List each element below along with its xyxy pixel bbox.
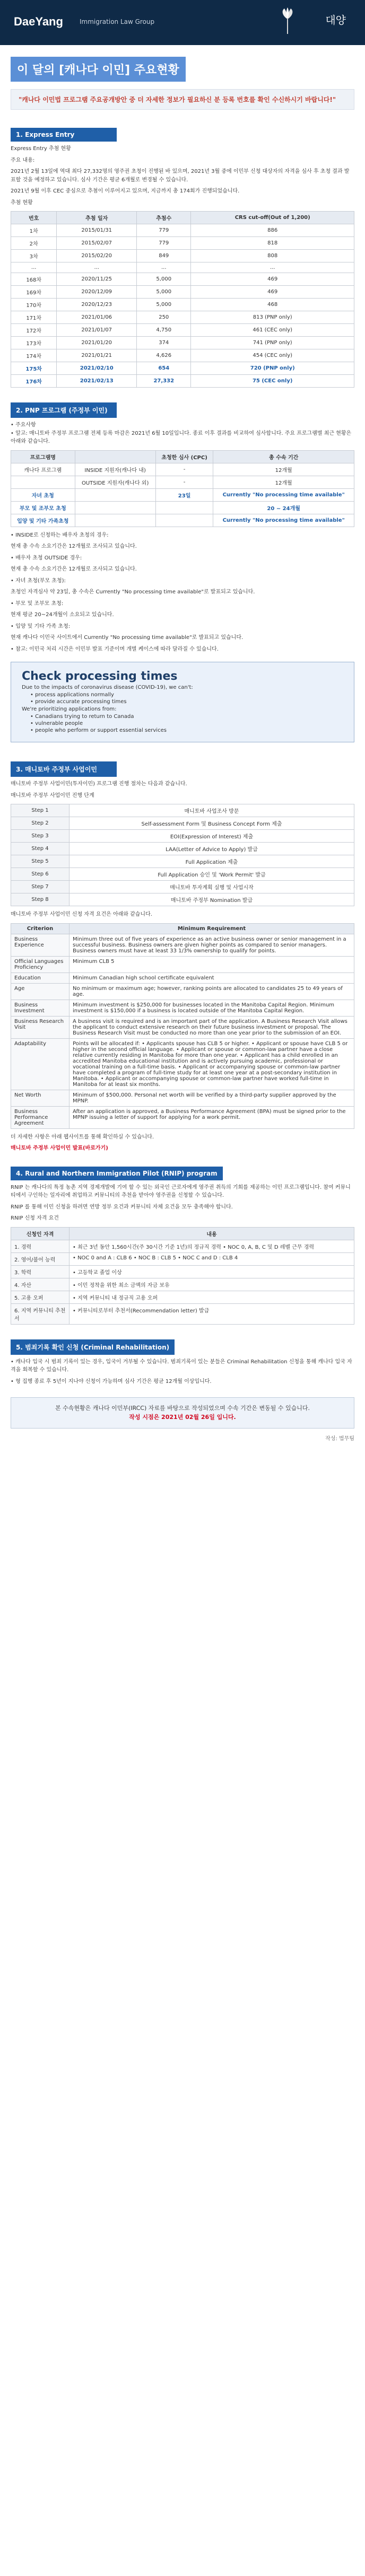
- list-item: • people who perform or support essential services: [30, 728, 167, 733]
- covid-priority-list: [22, 714, 343, 733]
- section-subtitle: Express Entry 추첨 현황: [11, 146, 71, 152]
- table-cell: 12개월: [213, 476, 354, 488]
- table-cell: 779: [137, 237, 191, 250]
- table-cell: ...: [191, 262, 354, 273]
- table-cell: 자녀 초청: [11, 488, 75, 501]
- paragraph: 2021년 9월 이후 CEC 중심으로 추첨이 이루어지고 있으며, 지금까지 총 174회가 진행되었습니다.: [11, 188, 240, 194]
- brand-subtitle: Immigration Law Group: [80, 18, 155, 25]
- label: 주요 내용:: [11, 157, 35, 163]
- table-cell: Points will be allocated if: • Applicants spouse has CLB 5 or higher. • Applicant or spouse have CLB 5 or higher in the second official language. • Applicant or spouse or common-law partner have a close relative currently residing in Manitoba for more than one year. • Applicant has a child enrolled in an accredited Manitoba educational institution and is actively pursuing academic, professional or vocational training on a full-time basis. • Applicant or accompanying spouse or common-law partner have completed a program of full-time study for at least one year at a post-secondary institution in Manitoba. • Applicant or accompanying spouse or common-law partner have worked full-time in Manitoba for at least six months.: [69, 1038, 354, 1090]
- bullet-item: 현재 평균 20~24개월이 소요되고 있습니다.: [11, 612, 114, 618]
- table-cell: 2015/02/20: [57, 250, 137, 262]
- table-cell: [155, 514, 213, 527]
- table-cell: 3. 학력: [11, 1265, 69, 1278]
- list-item: • Canadians trying to return to Canada: [30, 714, 134, 720]
- requirements-table: [11, 923, 354, 1129]
- table-cell: 5,000: [137, 286, 191, 299]
- table-row: [11, 362, 354, 375]
- table-cell: 849: [137, 250, 191, 262]
- table-cell: 매니토바 투자계획 실행 및 사업시작: [69, 881, 354, 893]
- column-header: 내용: [69, 1227, 354, 1240]
- table-cell: [75, 488, 155, 501]
- table-row: [11, 1016, 354, 1038]
- bullet-list: [11, 531, 354, 654]
- steps-table: [11, 804, 354, 906]
- section-manitoba: [11, 751, 354, 1153]
- table-cell: Adaptability: [11, 1038, 69, 1090]
- table-row: [11, 273, 354, 286]
- table-row: [11, 1000, 354, 1016]
- table-cell: ...: [57, 262, 137, 273]
- table-cell: 5,000: [137, 273, 191, 286]
- table-row: [11, 983, 354, 1000]
- column-header: 신청인 자격: [11, 1227, 69, 1240]
- table-cell: 1차: [11, 224, 57, 237]
- family-table: [11, 450, 354, 527]
- table-cell: [75, 514, 155, 527]
- table-cell: • NOC 0 and A : CLB 6 • NOC B : CLB 5 • NOC C and D : CLB 4: [69, 1252, 354, 1265]
- table-cell: 2020/12/09: [57, 286, 137, 299]
- table-cell: 168차: [11, 273, 57, 286]
- table-cell: Full Application 제출: [69, 855, 354, 868]
- notice-box: "캐나다 이민법 프로그램 주요공개방안 중 더 자세한 정보가 필요하신 분 등록 번호를 확인 수신하시기 바랍니다!": [11, 89, 354, 110]
- table-cell: • 고등학교 졸업 이상: [69, 1265, 354, 1278]
- table-cell: 173차: [11, 337, 57, 349]
- table-cell: EOI(Expression of Interest) 제출: [69, 830, 354, 843]
- table-cell: 461 (CEC only): [191, 324, 354, 337]
- table-cell: Minimum three out of five years of experience as an active business owner or senior management in a successful business. Business owners are given higher points as compared to senior managers. Business owners must have at least 33 1/3% ownership to qualify for points.: [69, 934, 354, 956]
- covid-title: Check processing times: [22, 670, 178, 683]
- paragraph: • 캐나다 입국 시 범죄 기록이 있는 경우, 입국이 거부될 수 있습니다. 범죄기록이 있는 분들은 Criminal Rehabilitation 신청을 통해 캐나다 입국 자격을 회복할 수 있습니다.: [11, 1359, 352, 1373]
- table-cell: • 지역 커뮤니티 내 정규직 고용 오퍼: [69, 1291, 354, 1303]
- rnip-table: [11, 1227, 354, 1325]
- table-row: [11, 286, 354, 299]
- table-cell: Business Experience: [11, 934, 69, 956]
- table-cell: Currently "No processing time available": [213, 514, 354, 527]
- table-cell: 250: [137, 311, 191, 324]
- table-row: [11, 1240, 354, 1252]
- table-row: [11, 224, 354, 237]
- covid-subtitle: Due to the impacts of coronavirus disease (COVID-19), we can't:: [22, 685, 193, 690]
- table-cell: • 커뮤니티로부터 추천서(Recommendation letter) 발급: [69, 1303, 354, 1324]
- table-cell: 2차: [11, 237, 57, 250]
- table-caption: RNIP 신청 자격 요건: [11, 1215, 59, 1221]
- covid-priority: We're prioritizing applications from:: [22, 706, 117, 712]
- table-row: [11, 1106, 354, 1128]
- section-title: 4. Rural and Northern Immigration Pilot (RNIP) program: [11, 1167, 223, 1180]
- table-row: [11, 311, 354, 324]
- table-row: [11, 1278, 354, 1291]
- bullet-item: • 부모 및 조부모 초청:: [11, 600, 64, 607]
- table-cell: Minimum Canadian high school certificate equivalent: [69, 972, 354, 983]
- bullet-item: • INSIDE로 신청하는 배우자 초청의 경우:: [11, 532, 109, 538]
- bullet-item: • 참고: 이민국 처리 시간은 이민부 발표 기준이며 개별 케이스에 따라 달라질 수 있습니다.: [11, 646, 219, 652]
- table-cell: OUTSIDE 지원자(캐나다 외): [75, 476, 155, 488]
- table-cell: 454 (CEC only): [191, 349, 354, 362]
- column-header: 초청한 심사 (CPC): [155, 450, 213, 463]
- table-row: [11, 463, 354, 476]
- table-cell: 4,750: [137, 324, 191, 337]
- section-criminal: [11, 1329, 354, 1386]
- table-cell: 4,626: [137, 349, 191, 362]
- table-row: [11, 1303, 354, 1324]
- table-row: [11, 1252, 354, 1265]
- table-cell: 469: [191, 286, 354, 299]
- table-cell: LAA(Letter of Advice to Apply) 발급: [69, 843, 354, 855]
- table-row: [11, 972, 354, 983]
- column-header: [75, 450, 155, 463]
- table-cell: 4. 자산: [11, 1278, 69, 1291]
- table-cell: 2021/01/06: [57, 311, 137, 324]
- table-cell: 2021/01/21: [57, 349, 137, 362]
- table-cell: Age: [11, 983, 69, 1000]
- table-row: [11, 817, 354, 830]
- table-caption: 매니토바 주정부 사업이민 진행 단계: [11, 792, 94, 799]
- table-row: [11, 868, 354, 881]
- link[interactable]: 매니토바 주정부 사업이민 발표(바로가기): [11, 1145, 108, 1151]
- table-cell: 808: [191, 250, 354, 262]
- table-row: [11, 501, 354, 514]
- list-item: • vulnerable people: [30, 721, 83, 726]
- table-row: [11, 1265, 354, 1278]
- table-cell: 813 (PNP only): [191, 311, 354, 324]
- paragraph: • 형 집행 종료 후 5년이 지나야 신청이 가능하며 심사 기간은 평균 12개월 이상입니다.: [11, 1378, 212, 1385]
- table-cell: A business visit is required and is an important part of the application. A Business Research Visit allows the applicant to conduct extensive research on their future business investment or proposal. The Business Research Visit must be conducted no more than one year prior to the submission of an EOI.: [69, 1016, 354, 1038]
- table-row: [11, 804, 354, 817]
- footer-notice: [11, 1397, 354, 1429]
- column-header: 프로그램명: [11, 450, 75, 463]
- table-cell: 75 (CEC only): [191, 375, 354, 388]
- table-cell: 720 (PNP only): [191, 362, 354, 375]
- table-row: [11, 514, 354, 527]
- table-cell: 부모 및 조부모 초청: [11, 501, 75, 514]
- table-cell: 3차: [11, 250, 57, 262]
- table-cell: • 최근 3년 동안 1,560시간(주 30시간 기준 1년)의 정규직 경력 • NOC 0, A, B, C 및 D 레벨 근무 경력: [69, 1240, 354, 1252]
- table-row: [11, 934, 354, 956]
- table-cell: Business Investment: [11, 1000, 69, 1016]
- paragraph: 매니토바 주정부 사업이민 신청 자격 요건은 아래와 같습니다.: [11, 912, 152, 917]
- page-title: 이 달의 [캐나다 이민] 주요현황: [11, 57, 186, 82]
- table-row: [11, 375, 354, 388]
- table-cell: Minimum CLB 5: [69, 956, 354, 972]
- section-title: 5. 범죄기록 확인 신청 (Criminal Rehabilitation): [11, 1339, 175, 1355]
- table-row: [11, 488, 354, 501]
- table-cell: -: [155, 463, 213, 476]
- table-row: [11, 237, 354, 250]
- table-cell: 172차: [11, 324, 57, 337]
- table-cell: 2021/01/20: [57, 337, 137, 349]
- column-header: 추첨수: [137, 212, 191, 224]
- table-row: [11, 830, 354, 843]
- table-cell: Business Research Visit: [11, 1016, 69, 1038]
- table-cell: INSIDE 지원자(캐나다 내): [75, 463, 155, 476]
- table-row: [11, 262, 354, 273]
- table-cell: 170차: [11, 299, 57, 311]
- table-cell: 176차: [11, 375, 57, 388]
- covid-cant-list: [22, 692, 343, 705]
- table-cell: 입양 및 기타 가족초청: [11, 514, 75, 527]
- section-rnip: [11, 1156, 354, 1325]
- table-cell: [75, 501, 155, 514]
- table-cell: Step 5: [11, 855, 69, 868]
- table-cell: Step 4: [11, 843, 69, 855]
- table-cell: Full Application 승인 및 'Work Permit' 발급: [69, 868, 354, 881]
- table-row: [11, 250, 354, 262]
- table-cell: -: [155, 476, 213, 488]
- credit: 작성: 법무팀: [325, 1436, 354, 1442]
- table-cell: 2021/02/13: [57, 375, 137, 388]
- table-cell: 171차: [11, 311, 57, 324]
- table-cell: Currently "No processing time available": [213, 488, 354, 501]
- footer-line: 작성 시점은 2021년 02월 26일 입니다.: [129, 1413, 236, 1421]
- table-cell: 2015/02/07: [57, 237, 137, 250]
- table-cell: 6. 지역 커뮤니티 추천서: [11, 1303, 69, 1324]
- table-cell: 캐나다 프로그램: [11, 463, 75, 476]
- column-header: CRS cut-off(Out of 1,200): [191, 212, 354, 224]
- table-cell: 5. 고용 오퍼: [11, 1291, 69, 1303]
- column-header: Criterion: [11, 923, 69, 934]
- section-express-entry: [11, 117, 354, 388]
- table-cell: 2020/12/23: [57, 299, 137, 311]
- lily-icon: [278, 7, 297, 35]
- column-header: Minimum Requirement: [69, 923, 354, 934]
- table-cell: Minimum of $500,000. Personal net worth will be verified by a third-party supplier approved by the MPNP.: [69, 1090, 354, 1106]
- paragraph: RNIP 는 캐나다의 특정 농촌 지역 경제개발에 기여 할 수 있는 외국인 근로자에게 영주권 취득의 기회를 제공하는 이민 프로그램입니다. 참여 커뮤니티에서 구인하는 일자리에 취업하고 커뮤니티의 추천을 받아야 영주권을 신청할 수 있습니다.: [11, 1184, 351, 1198]
- table-cell: 654: [137, 362, 191, 375]
- table-row: [11, 1291, 354, 1303]
- table-cell: 2. 영어/불어 능력: [11, 1252, 69, 1265]
- table-row: [11, 956, 354, 972]
- table-cell: 779: [137, 224, 191, 237]
- table-cell: Step 3: [11, 830, 69, 843]
- table-row: [11, 855, 354, 868]
- bullet-item: • 입양 및 기타 가족 초청:: [11, 623, 71, 629]
- table-cell: 23일: [155, 488, 213, 501]
- table-cell: 매니토바 주정부 Nomination 발급: [69, 893, 354, 906]
- table-row: [11, 349, 354, 362]
- table-row: [11, 337, 354, 349]
- table-cell: 매니토바 사업조사 방문: [69, 804, 354, 817]
- table-cell: Step 8: [11, 893, 69, 906]
- table-row: [11, 476, 354, 488]
- table-cell: 1. 경력: [11, 1240, 69, 1252]
- table-cell: • 이민 정착을 위한 최소 금액의 자금 보유: [69, 1278, 354, 1291]
- table-cell: Minimum investment is $250,000 for businesses located in the Manitoba Capital Region. Minimum investment is $150,000 if a business is located outside of the Manitoba Capital Region.: [69, 1000, 354, 1016]
- paragraph: 2021년 2월 13일에 역대 최다 27,332명의 영주권 초청이 진행된 바 있으며, 2021년 3월 중에 이민부 신청 대상자의 자격을 심사 후 초청 결과 발표할 것을 예정하고 있습니다. 심사 기간은 평균 6개월로 변경될 수 있습니다.: [11, 169, 350, 183]
- table-cell: 12개월: [213, 463, 354, 476]
- footer-line: 본 수속현황은 캐나다 이민부(IRCC) 자료를 바탕으로 작성되었으며 수속 기간은 변동될 수 있습니다.: [55, 1405, 310, 1412]
- bullet-item: 현재 캐나다 이민국 사이트에서 Currently "No processing time available"로 발표되고 있습니다.: [11, 635, 244, 641]
- table-cell: Business Performance Agreement: [11, 1106, 69, 1128]
- paragraph: 더 자세한 사항은 아래 웹사이트를 통해 확인하실 수 있습니다.: [11, 1134, 154, 1140]
- table-cell: 2021/01/07: [57, 324, 137, 337]
- section-title: 3. 매니토바 주정부 사업이민: [11, 761, 117, 777]
- table-cell: [11, 476, 75, 488]
- table-cell: Step 1: [11, 804, 69, 817]
- table-cell: ...: [137, 262, 191, 273]
- brand-logo[interactable]: DaeYang: [14, 15, 63, 28]
- list-item: • process applications normally: [30, 692, 114, 698]
- table-cell: 5,000: [137, 299, 191, 311]
- table-cell: 174차: [11, 349, 57, 362]
- column-header: 총 수속 기간: [213, 450, 354, 463]
- bullet-item: • 자녀 초청(부모 초청):: [11, 577, 66, 584]
- section-title: 1. Express Entry: [11, 128, 117, 142]
- column-header: 추첨 일자: [57, 212, 137, 224]
- table-row: [11, 1090, 354, 1106]
- bullet-item: 현재 총 수속 소요기간은 12개월로 조사되고 있습니다.: [11, 544, 137, 549]
- paragraph: 매니토바 주정부 사업이민(투자이민) 프로그램 진행 절차는 다음과 같습니다.: [11, 781, 187, 787]
- paragraph: • 주요사항 • 알고: 매니토바 주정부 프로그램 전체 등록 마감은 2021년 6월 10일입니다. 종료 이후 결과를 비교하여 심사합니다. 주요 프로그램별 최근 현황은 아래와 같습니다.: [11, 422, 352, 444]
- table-row: [11, 893, 354, 906]
- column-header: 번호: [11, 212, 57, 224]
- table-cell: 468: [191, 299, 354, 311]
- table-cell: [155, 501, 213, 514]
- table-row: [11, 1038, 354, 1090]
- section-title: 2. PNP 프로그램 (주정부 이민): [11, 402, 117, 418]
- brand-hanja: 대양: [325, 14, 346, 27]
- table-cell: Self-assessment Form 및 Business Concept Form 제출: [69, 817, 354, 830]
- table-cell: 886: [191, 224, 354, 237]
- table-cell: Step 2: [11, 817, 69, 830]
- table-row: [11, 299, 354, 311]
- table-row: [11, 843, 354, 855]
- table-cell: Education: [11, 972, 69, 983]
- bullet-item: • 배우자 초청 OUTSIDE 경우:: [11, 555, 82, 561]
- table-row: [11, 881, 354, 893]
- table-cell: After an application is approved, a Business Performance Agreement (BPA) must be signed prior to the MPNP issuing a letter of support for applying for a work permit.: [69, 1106, 354, 1128]
- table-caption: 추첨 현황: [11, 199, 33, 206]
- table-cell: 818: [191, 237, 354, 250]
- table-cell: Net Worth: [11, 1090, 69, 1106]
- header: [0, 0, 365, 45]
- table-cell: 374: [137, 337, 191, 349]
- draw-table: [11, 211, 354, 388]
- table-cell: 2020/11/25: [57, 273, 137, 286]
- table-cell: 2021/02/10: [57, 362, 137, 375]
- table-cell: 469: [191, 273, 354, 286]
- table-cell: ...: [11, 262, 57, 273]
- table-cell: Official Languages Proficiency: [11, 956, 69, 972]
- paragraph: RNIP 를 통해 이민 신청을 하려면 연방 정부 요건과 커뮤니티 자체 요건을 모두 충족해야 합니다.: [11, 1204, 233, 1210]
- table-cell: 741 (PNP only): [191, 337, 354, 349]
- section-family: [11, 392, 354, 742]
- covid-notice: [11, 662, 354, 742]
- table-cell: Step 6: [11, 868, 69, 881]
- table-cell: 175차: [11, 362, 57, 375]
- table-cell: 2015/01/31: [57, 224, 137, 237]
- table-cell: 169차: [11, 286, 57, 299]
- bullet-item: 초청인 자격심사 약 23일, 총 수속은 Currently "No processing time available"로 발표되고 있습니다.: [11, 589, 255, 595]
- table-cell: Step 7: [11, 881, 69, 893]
- bullet-item: 현재 총 수속 소요기간은 12개월로 조사되고 있습니다.: [11, 566, 137, 572]
- table-cell: No minimum or maximum age; however, ranking points are allocated to candidates 25 to 49 years of age.: [69, 983, 354, 1000]
- table-cell: 20 ~ 24개월: [213, 501, 354, 514]
- table-cell: 27,332: [137, 375, 191, 388]
- list-item: • provide accurate processing times: [30, 699, 127, 705]
- table-row: [11, 324, 354, 337]
